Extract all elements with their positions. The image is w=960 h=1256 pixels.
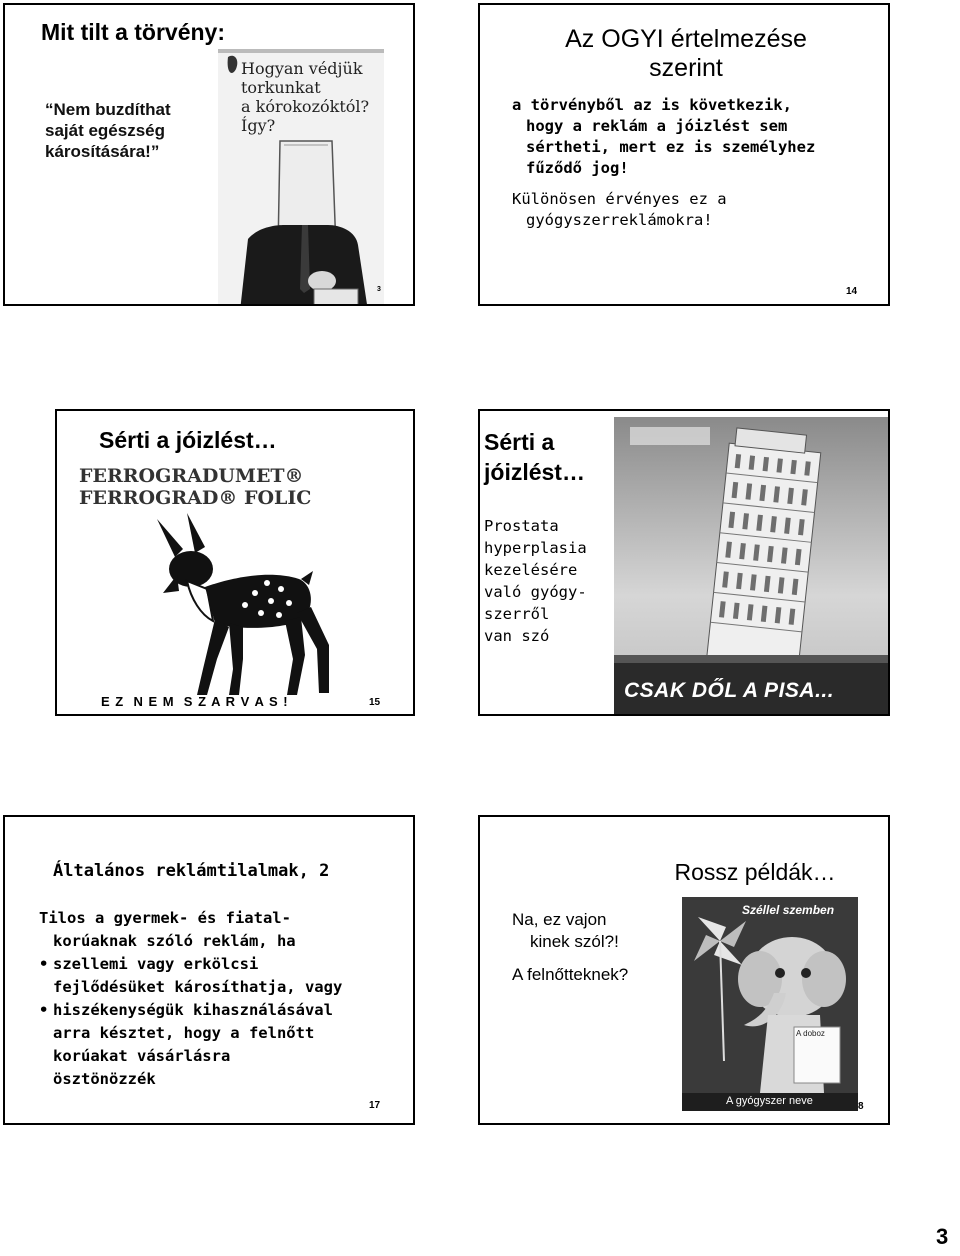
slide-15-caption: E Z N E M S Z A R V A S !	[101, 694, 289, 709]
fawn-drawing	[117, 509, 347, 699]
slide-14	[478, 3, 890, 306]
slide-18-ad-top: Széllel szemben	[742, 903, 835, 917]
slide-16	[478, 409, 890, 716]
slide-14-title: Az OGYI értelmezése szerint	[565, 25, 807, 82]
slide-18-question: Na, ez vajon kinek szól?!	[512, 910, 619, 951]
slide-17	[3, 815, 415, 1125]
slide-15-title: Sérti a jóizlést…	[99, 427, 277, 453]
slide-14-body: a törvényből az is következik, hogy a reklám a jóizlést sem sértheti, mert ez is személyhez fűződő jog!	[512, 96, 816, 177]
slide-17-number: 17	[369, 1100, 381, 1111]
slide-13-title: Mit tilt a törvény:	[41, 19, 226, 45]
slide-18-answer: A felnőtteknek?	[512, 965, 629, 984]
slide-13	[3, 3, 415, 306]
slide-17-title: Általános reklámtilalmak, 2	[53, 861, 330, 881]
slide-15	[55, 409, 415, 716]
bullet-2: • hiszékenységük kihasználásával	[39, 1001, 333, 1019]
slide-18	[478, 815, 890, 1125]
slide-16-banner: CSAK DŐL A PISA...	[624, 679, 835, 702]
slide-18-number-fragment: 8	[858, 1101, 864, 1112]
page-number: 3	[936, 1224, 949, 1249]
slide-17-body: Tilos a gyermek- és fiatal- korúaknak szóló reklám, ha • szellemi vagy erkölcsi fejlődésüket károsíthatja, vagy • hiszékenységük kihasználásával arra késztet, hogy a felnőtt korúakat vásárlásra ösztönözzék	[39, 909, 343, 1088]
slide-13-quote: “Nem buzdíthat saját egészség károsítására!”	[45, 100, 171, 161]
slide-15-brand: FERROGRADUMET® FERROGRAD® FOLIC	[79, 465, 312, 509]
slide-15-number: 15	[369, 697, 381, 708]
slide-18-title: Rossz példák…	[674, 859, 836, 885]
slide-18-ad-bottom: A gyógyszer neve	[726, 1095, 813, 1107]
elephant-ad-image	[682, 897, 858, 1111]
slide-14-number: 14	[846, 286, 858, 297]
slide-13-number-fragment: 3	[377, 286, 381, 293]
slide-18-ad-box: A doboz	[796, 1029, 825, 1038]
slide-16-body: Prostata hyperplasia kezelésére való gyógy- szerről van szó	[484, 517, 587, 645]
slide-16-title: Sérti a jóizlést…	[484, 429, 585, 485]
slide-13-poster-text: Hogyan védjük torkunkat a kórokozóktól? Így?	[241, 59, 370, 135]
bullet-1: • szellemi vagy erkölcsi	[39, 955, 259, 973]
slide-14-body2: Különösen érvényes ez a gyógyszerreklámokra!	[512, 190, 727, 229]
leaning-tower-photo	[614, 417, 890, 715]
